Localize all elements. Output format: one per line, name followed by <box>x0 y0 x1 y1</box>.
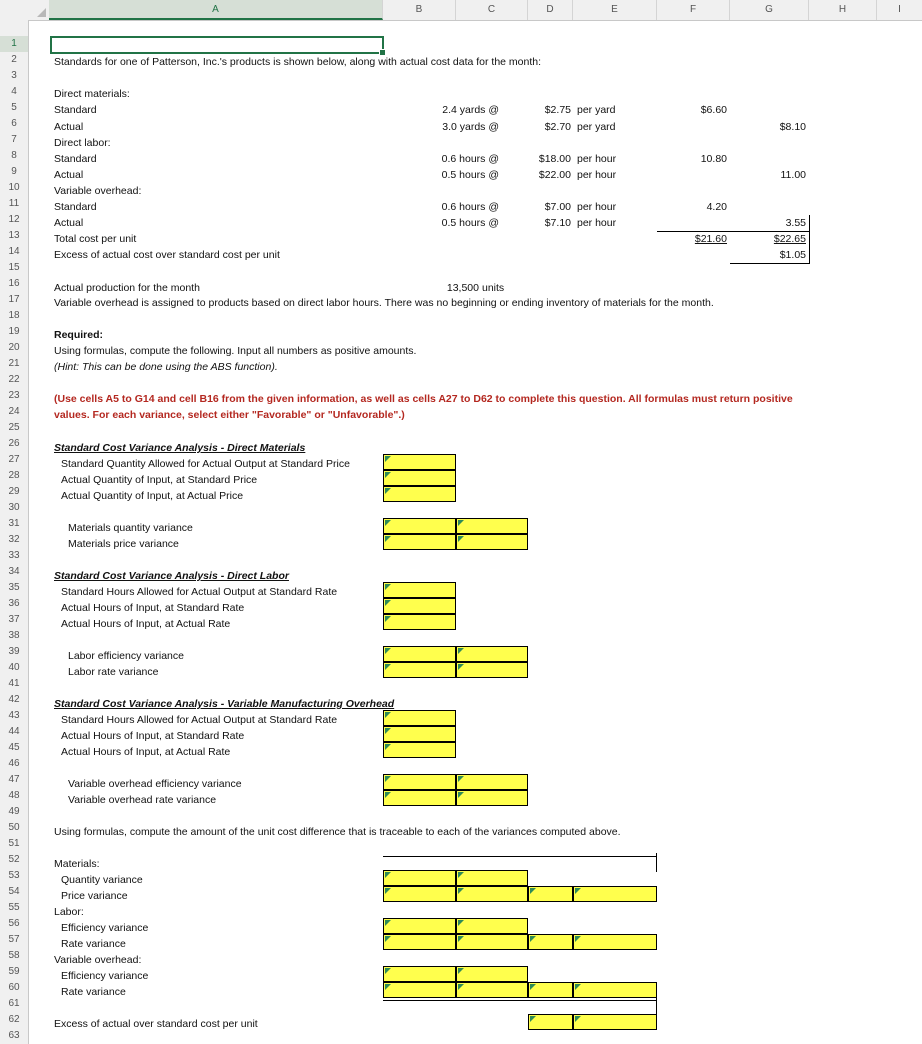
vo-section-title: Standard Cost Variance Analysis - Variable Manufacturing Overhead <box>54 698 395 710</box>
l-rate-b57[interactable] <box>383 934 456 950</box>
row-header[interactable]: 59 <box>8 966 20 977</box>
production-unit: units <box>482 282 505 294</box>
o-eff-label: Efficiency variance <box>61 970 149 982</box>
m-fav-e54[interactable] <box>573 886 657 902</box>
o-total-d60[interactable] <box>528 982 573 998</box>
dl-act-unit: per hour <box>577 169 617 181</box>
vo-var1: Variable overhead efficiency variance <box>68 778 242 790</box>
row-header[interactable]: 2 <box>11 54 17 65</box>
dm-act-label: Actual <box>54 121 84 133</box>
row-header[interactable]: 18 <box>8 310 20 321</box>
row-header-bar <box>0 20 29 1044</box>
o-rate-label: Rate variance <box>61 986 126 998</box>
column-header-h[interactable]: H <box>809 0 877 20</box>
column-header-b[interactable]: B <box>383 0 456 20</box>
dl-act-qty: 0.5 hours @ <box>441 169 499 181</box>
dm-line1: Standard Quantity Allowed for Actual Output at Standard Price <box>61 458 350 470</box>
vo-var2-amount[interactable] <box>383 790 456 806</box>
row-header[interactable]: 51 <box>8 838 20 849</box>
vo-var1-fav-select[interactable] <box>456 774 528 790</box>
row-header[interactable]: 1 <box>0 36 28 52</box>
row-header[interactable]: 23 <box>8 390 20 401</box>
dl-var2: Labor rate variance <box>68 666 159 678</box>
vo-var1-amount[interactable] <box>383 774 456 790</box>
overhead-label: Variable overhead: <box>54 954 142 966</box>
dm-act-price: $2.70 <box>544 121 571 133</box>
o-fav-e60[interactable] <box>573 982 657 998</box>
dl-line2: Actual Hours of Input, at Standard Rate <box>61 602 245 614</box>
m-qty-label: Quantity variance <box>61 874 143 886</box>
total-act: $22.65 <box>773 233 806 245</box>
dl-input-b35[interactable] <box>383 582 456 598</box>
select-all-triangle-icon <box>37 8 46 17</box>
vo-line3: Actual Hours of Input, at Actual Rate <box>61 746 231 758</box>
dl-input-b37[interactable] <box>383 614 456 630</box>
row-header[interactable]: 50 <box>8 822 20 833</box>
required-title: Required: <box>54 329 104 341</box>
row-header[interactable]: 44 <box>8 726 20 737</box>
row-header[interactable]: 57 <box>8 934 20 945</box>
dl-std-unit: per hour <box>577 153 617 165</box>
excess-top-rule <box>383 1000 657 1001</box>
excess-rule <box>730 263 810 264</box>
excess-fav-e62[interactable] <box>573 1014 657 1030</box>
dl-var1: Labor efficiency variance <box>68 650 184 662</box>
dm-header: Direct materials: <box>54 88 130 100</box>
row-header[interactable]: 33 <box>8 550 20 561</box>
m-price-b54[interactable] <box>383 886 456 902</box>
row-header[interactable]: 10 <box>8 182 20 193</box>
dm-input-b29[interactable] <box>383 486 456 502</box>
column-header-bar <box>0 0 922 21</box>
vo-var2-fav-select[interactable] <box>456 790 528 806</box>
dm-line2: Actual Quantity of Input, at Standard Price <box>61 474 258 486</box>
vo-input-b43[interactable] <box>383 710 456 726</box>
row-header[interactable]: 30 <box>8 502 20 513</box>
m-qty-b53[interactable] <box>383 870 456 886</box>
row-header[interactable]: 38 <box>8 630 20 641</box>
row-header[interactable]: 9 <box>11 166 17 177</box>
row-header[interactable]: 4 <box>11 86 17 97</box>
l-rate-c57[interactable] <box>456 934 528 950</box>
production-value: 13,500 <box>446 282 479 294</box>
intro-text: Standards for one of Patterson, Inc.'s products is shown below, along with actual cost data for the month: <box>54 56 542 68</box>
required-line1: Using formulas, compute the following. Input all numbers as positive amounts. <box>54 345 417 357</box>
vo-header: Variable overhead: <box>54 185 142 197</box>
dm-section-title: Standard Cost Variance Analysis - Direct Materials <box>54 442 306 454</box>
m-qty-c53[interactable] <box>456 870 528 886</box>
dl-std-total: 10.80 <box>700 153 727 165</box>
vo-std-qty: 0.6 hours @ <box>441 201 499 213</box>
dl-act-label: Actual <box>54 169 84 181</box>
vo-std-label: Standard <box>54 201 97 213</box>
row-header[interactable]: 19 <box>8 326 20 337</box>
row-header[interactable]: 37 <box>8 614 20 625</box>
dm-var1: Materials quantity variance <box>68 522 193 534</box>
row-header[interactable]: 16 <box>8 278 20 289</box>
row-header[interactable]: 26 <box>8 438 20 449</box>
dl-var2-amount[interactable] <box>383 662 456 678</box>
dm-std-label: Standard <box>54 104 97 116</box>
select-all-corner[interactable] <box>0 0 49 20</box>
o-eff-c59[interactable] <box>456 966 528 982</box>
dm-act-qty: 3.0 yards @ <box>442 121 499 133</box>
dm-var2-fav-select[interactable] <box>456 534 528 550</box>
dl-std-qty: 0.6 hours @ <box>441 153 499 165</box>
l-eff-label: Efficiency variance <box>61 922 149 934</box>
dm-input-b27[interactable] <box>383 454 456 470</box>
row-header[interactable]: 3 <box>11 70 17 81</box>
dl-std-price: $18.00 <box>538 153 571 165</box>
row-header[interactable]: 43 <box>8 710 20 721</box>
excess-d62[interactable] <box>528 1014 573 1030</box>
vo-act-price: $7.10 <box>544 217 571 229</box>
vo-act-unit: per hour <box>577 217 617 229</box>
dm-std-price: $2.75 <box>544 104 571 116</box>
l-rate-label: Rate variance <box>61 938 126 950</box>
dl-header: Direct labor: <box>54 137 111 149</box>
row-header[interactable]: 31 <box>8 518 20 529</box>
dm-std-qty: 2.4 yards @ <box>442 104 499 116</box>
row-header[interactable]: 36 <box>8 598 20 609</box>
dl-line1: Standard Hours Allowed for Actual Output at Standard Rate <box>61 586 338 598</box>
l-total-d57[interactable] <box>528 934 573 950</box>
row-header[interactable]: 11 <box>8 198 20 209</box>
row-header[interactable]: 42 <box>8 694 20 705</box>
vo-std-total: 4.20 <box>706 201 727 213</box>
column-header-a[interactable]: A <box>49 0 383 20</box>
dm-line3: Actual Quantity of Input, at Actual Price <box>61 490 244 502</box>
unit-diff-intro: Using formulas, compute the amount of the unit cost difference that is traceable to each of the variances computed above. <box>54 826 621 838</box>
row-header[interactable]: 32 <box>8 534 20 545</box>
column-header-c[interactable]: C <box>456 0 528 20</box>
row-header[interactable]: 15 <box>8 262 20 273</box>
l-fav-e57[interactable] <box>573 934 657 950</box>
m-total-d54[interactable] <box>528 886 573 902</box>
row-header[interactable]: 52 <box>8 854 20 865</box>
dl-var1-fav-select[interactable] <box>456 646 528 662</box>
dm-std-total: $6.60 <box>700 104 727 116</box>
row-header[interactable]: 29 <box>8 486 20 497</box>
row-header[interactable]: 62 <box>8 1014 20 1025</box>
excess-label: Excess of actual cost over standard cost per unit <box>54 249 280 261</box>
row-header[interactable]: 24 <box>8 406 20 417</box>
l-eff-c56[interactable] <box>456 918 528 934</box>
row-header[interactable]: 49 <box>8 806 20 817</box>
row-header[interactable]: 47 <box>8 774 20 785</box>
dm-input-b28[interactable] <box>383 470 456 486</box>
dm-var1-fav-select[interactable] <box>456 518 528 534</box>
row-header[interactable]: 27 <box>8 454 20 465</box>
row-header[interactable]: 34 <box>8 566 20 577</box>
vo-input-b45[interactable] <box>383 742 456 758</box>
labor-label: Labor: <box>54 906 84 918</box>
row-header[interactable]: 48 <box>8 790 20 801</box>
row-header[interactable]: 40 <box>8 662 20 673</box>
m-price-label: Price variance <box>61 890 128 902</box>
row-header[interactable]: 39 <box>8 646 20 657</box>
row-header[interactable]: 21 <box>8 358 20 369</box>
row-header[interactable]: 6 <box>11 118 17 129</box>
row-header[interactable]: 45 <box>8 742 20 753</box>
row-header[interactable]: 53 <box>8 870 20 881</box>
excess-val: $1.05 <box>779 249 806 261</box>
dm-var1-amount[interactable] <box>383 518 456 534</box>
row-header[interactable]: 20 <box>8 342 20 353</box>
dm-act-total: $8.10 <box>779 121 806 133</box>
m-price-c54[interactable] <box>456 886 528 902</box>
row-header[interactable]: 8 <box>11 150 17 161</box>
column-header-g[interactable]: G <box>730 0 809 20</box>
unit-excess-label: Excess of actual over standard cost per unit <box>54 1018 258 1030</box>
row-header[interactable]: 58 <box>8 950 20 961</box>
vo-act-label: Actual <box>54 217 84 229</box>
row-header[interactable]: 60 <box>8 982 20 993</box>
selected-cell-a1[interactable] <box>50 36 384 54</box>
vo-act-total: 3.55 <box>785 217 806 229</box>
vo-std-unit: per hour <box>577 201 617 213</box>
row-header[interactable]: 61 <box>8 998 20 1009</box>
vo-line2: Actual Hours of Input, at Standard Rate <box>61 730 245 742</box>
o-eff-b59[interactable] <box>383 966 456 982</box>
column-header-i[interactable]: I <box>898 4 901 15</box>
required-hint: (Hint: This can be done using the ABS function). <box>54 361 278 373</box>
dl-act-total: 11.00 <box>780 169 806 181</box>
vo-act-qty: 0.5 hours @ <box>441 217 499 229</box>
dm-std-unit: per yard <box>577 104 616 116</box>
row-header[interactable]: 63 <box>8 1030 20 1041</box>
production-label: Actual production for the month <box>54 282 200 294</box>
dl-var2-fav-select[interactable] <box>456 662 528 678</box>
l-eff-b56[interactable] <box>383 918 456 934</box>
unit-diff-rule <box>383 856 657 857</box>
dl-act-price: $22.00 <box>538 169 571 181</box>
row-header[interactable]: 25 <box>8 422 20 433</box>
row-header[interactable]: 35 <box>8 582 20 593</box>
column-header-d[interactable]: D <box>528 0 573 20</box>
dl-std-label: Standard <box>54 153 97 165</box>
total-std: $21.60 <box>694 233 727 245</box>
row-header[interactable]: 55 <box>8 902 20 913</box>
dm-var2-amount[interactable] <box>383 534 456 550</box>
row-header[interactable]: 14 <box>8 246 20 257</box>
overhead-note: Variable overhead is assigned to products based on direct labor hours. There was no beginning or ending inventory of materials for the month. <box>54 297 714 309</box>
vo-input-b44[interactable] <box>383 726 456 742</box>
materials-label: Materials: <box>54 858 100 870</box>
row-header[interactable]: 12 <box>8 214 20 225</box>
column-header-f[interactable]: F <box>657 0 730 20</box>
total-label: Total cost per unit <box>54 233 137 245</box>
dl-section-title: Standard Cost Variance Analysis - Direct Labor <box>54 570 289 582</box>
row-header[interactable]: 22 <box>8 374 20 385</box>
vo-line1: Standard Hours Allowed for Actual Output at Standard Rate <box>61 714 338 726</box>
row-header[interactable]: 28 <box>8 470 20 481</box>
dl-input-b36[interactable] <box>383 598 456 614</box>
column-header-e[interactable]: E <box>573 0 657 20</box>
row-header[interactable]: 56 <box>8 918 20 929</box>
dl-var1-amount[interactable] <box>383 646 456 662</box>
o-rate-c60[interactable] <box>456 982 528 998</box>
unit-diff-rule-tick <box>656 853 657 872</box>
vo-var2: Variable overhead rate variance <box>68 794 217 806</box>
instruction-line2: values. For each variance, select either "Favorable" or "Unfavorable".) <box>54 409 405 421</box>
g-col-border <box>809 215 810 263</box>
instruction-line1: (Use cells A5 to G14 and cell B16 from the given information, as well as cells A27 to D62 to complete this question. All formulas must return positive <box>54 393 793 405</box>
row-header[interactable]: 7 <box>11 134 17 145</box>
row-header[interactable]: 54 <box>8 886 20 897</box>
dm-var2: Materials price variance <box>68 538 179 550</box>
dl-line3: Actual Hours of Input, at Actual Rate <box>61 618 231 630</box>
o-rate-b60[interactable] <box>383 982 456 998</box>
row-header[interactable]: 46 <box>8 758 20 769</box>
row-header[interactable]: 17 <box>8 294 20 305</box>
vo-std-price: $7.00 <box>544 201 571 213</box>
dm-act-unit: per yard <box>577 121 616 133</box>
row-header[interactable]: 13 <box>8 230 20 241</box>
row-header[interactable]: 5 <box>11 102 17 113</box>
row-header[interactable]: 41 <box>8 678 20 689</box>
